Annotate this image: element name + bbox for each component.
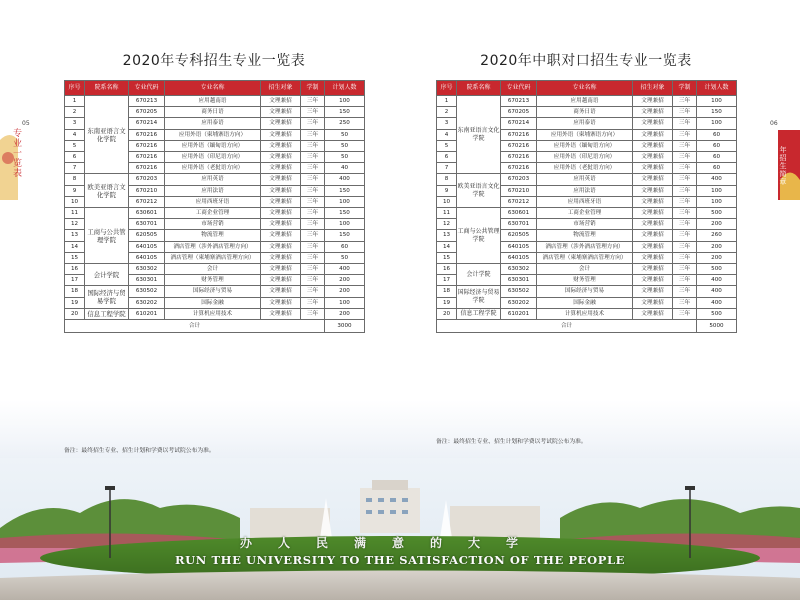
planned-count: 260 xyxy=(697,230,737,241)
row-number: 19 xyxy=(65,297,85,308)
study-length: 三年 xyxy=(301,129,325,140)
planned-count: 500 xyxy=(697,308,737,319)
planned-count: 400 xyxy=(697,297,737,308)
table-row xyxy=(437,264,737,275)
enrollment-target: 文理兼招 xyxy=(633,219,673,230)
row-number: 4 xyxy=(437,129,457,140)
enrollment-target: 文理兼招 xyxy=(633,129,673,140)
planned-count: 60 xyxy=(325,241,365,252)
planned-count: 150 xyxy=(325,230,365,241)
study-length: 三年 xyxy=(301,152,325,163)
row-number: 6 xyxy=(437,152,457,163)
major-name: 应用外语（印尼语方向） xyxy=(537,152,633,163)
row-number: 12 xyxy=(437,219,457,230)
planned-count: 500 xyxy=(697,264,737,275)
table-header-cell: 招生对象 xyxy=(261,81,301,96)
major-code: 670210 xyxy=(501,185,537,196)
row-number: 13 xyxy=(65,230,85,241)
major-code: 670212 xyxy=(129,196,165,207)
major-code: 630202 xyxy=(129,297,165,308)
planned-count: 100 xyxy=(325,297,365,308)
total-label: 合计 xyxy=(65,320,325,333)
study-length: 三年 xyxy=(673,252,697,263)
major-name: 酒店管理（涉外酒店管理方向） xyxy=(165,241,261,252)
left-note: 备注：最终招生专业、招生计划和学费以考试院公布为准。 xyxy=(64,448,215,454)
enrollment-target: 文理兼招 xyxy=(633,196,673,207)
enrollment-target: 文理兼招 xyxy=(633,185,673,196)
row-number: 6 xyxy=(65,152,85,163)
row-number: 14 xyxy=(65,241,85,252)
study-length: 三年 xyxy=(301,219,325,230)
table-row xyxy=(65,96,365,107)
enrollment-target: 文理兼招 xyxy=(261,286,301,297)
row-number: 17 xyxy=(437,275,457,286)
study-length: 三年 xyxy=(673,230,697,241)
right-note: 备注：最终招生专业、招生计划和学费以考试院公布为准。 xyxy=(436,439,587,445)
right-page-number: 06 xyxy=(770,120,778,127)
table-row xyxy=(437,208,737,219)
table-header-cell: 学制 xyxy=(673,81,697,96)
total-value: 5000 xyxy=(697,320,737,333)
major-name: 应用英语 xyxy=(537,174,633,185)
enrollment-target: 文理兼招 xyxy=(633,152,673,163)
study-length: 三年 xyxy=(301,163,325,174)
row-number: 16 xyxy=(437,264,457,275)
planned-count: 500 xyxy=(697,208,737,219)
major-code: 630701 xyxy=(501,219,537,230)
table-header-cell: 招生对象 xyxy=(633,81,673,96)
major-code: 670216 xyxy=(501,152,537,163)
enrollment-target: 文理兼招 xyxy=(633,174,673,185)
department-name: 欧美亚语言文化学院 xyxy=(457,174,501,208)
study-length: 三年 xyxy=(673,286,697,297)
total-row xyxy=(437,320,737,333)
table-header-cell: 专业代码 xyxy=(501,81,537,96)
major-name: 工商企业管理 xyxy=(165,208,261,219)
study-length: 三年 xyxy=(673,196,697,207)
table-row xyxy=(65,286,365,297)
major-code: 670212 xyxy=(501,196,537,207)
planned-count: 400 xyxy=(697,275,737,286)
major-name: 应用外语（印尼语方向） xyxy=(165,152,261,163)
planned-count: 50 xyxy=(325,140,365,151)
major-name: 财务管理 xyxy=(537,275,633,286)
department-name: 国际经济与贸易学院 xyxy=(457,286,501,308)
row-number: 2 xyxy=(65,107,85,118)
study-length: 三年 xyxy=(301,286,325,297)
enrollment-target: 文理兼招 xyxy=(633,163,673,174)
major-name: 市场营销 xyxy=(165,219,261,230)
major-code: 640105 xyxy=(129,252,165,263)
enrollment-target: 文理兼招 xyxy=(261,174,301,185)
planned-count: 60 xyxy=(697,163,737,174)
table-row xyxy=(65,174,365,185)
table-header-cell: 序号 xyxy=(65,81,85,96)
enrollment-target: 文理兼招 xyxy=(261,264,301,275)
study-length: 三年 xyxy=(301,96,325,107)
enrollment-target: 文理兼招 xyxy=(261,118,301,129)
major-name: 国际金融 xyxy=(537,297,633,308)
right-page-title: 2020年中职对口招生专业一览表 xyxy=(480,53,692,69)
study-length: 三年 xyxy=(301,241,325,252)
department-name: 信息工程学院 xyxy=(85,308,129,319)
planned-count: 200 xyxy=(325,286,365,297)
major-code: 610201 xyxy=(129,308,165,319)
major-name: 会计 xyxy=(165,264,261,275)
table-row xyxy=(65,264,365,275)
planned-count: 150 xyxy=(325,107,365,118)
row-number: 8 xyxy=(437,174,457,185)
major-name: 应用泰语 xyxy=(537,118,633,129)
table-header-cell: 序号 xyxy=(437,81,457,96)
row-number: 18 xyxy=(437,286,457,297)
enrollment-target: 文理兼招 xyxy=(633,241,673,252)
planned-count: 200 xyxy=(697,252,737,263)
row-number: 14 xyxy=(437,241,457,252)
study-length: 三年 xyxy=(301,174,325,185)
row-number: 7 xyxy=(65,163,85,174)
study-length: 三年 xyxy=(673,264,697,275)
major-code: 630302 xyxy=(129,264,165,275)
enrollment-target: 文理兼招 xyxy=(633,107,673,118)
major-name: 酒店管理（柬埔寨酒店管理方向） xyxy=(537,252,633,263)
table-header-cell: 院系名称 xyxy=(457,81,501,96)
enrollment-target: 文理兼招 xyxy=(261,107,301,118)
table-header-cell: 专业名称 xyxy=(537,81,633,96)
study-length: 三年 xyxy=(673,96,697,107)
enrollment-target: 文理兼招 xyxy=(261,152,301,163)
major-name: 应用外语（老挝语方向） xyxy=(537,163,633,174)
study-length: 三年 xyxy=(301,230,325,241)
enrollment-target: 文理兼招 xyxy=(261,308,301,319)
major-name: 应用英语 xyxy=(165,174,261,185)
major-name: 国际经济与贸易 xyxy=(537,286,633,297)
row-number: 1 xyxy=(437,96,457,107)
major-name: 商务日语 xyxy=(537,107,633,118)
major-code: 670216 xyxy=(129,129,165,140)
enrollment-target: 文理兼招 xyxy=(633,208,673,219)
major-name: 会计 xyxy=(537,264,633,275)
major-name: 应用外语（柬埔寨语方向） xyxy=(165,129,261,140)
planned-count: 200 xyxy=(697,219,737,230)
enrollment-target: 文理兼招 xyxy=(633,140,673,151)
planned-count: 250 xyxy=(325,118,365,129)
left-major-table xyxy=(64,80,365,333)
study-length: 三年 xyxy=(301,264,325,275)
department-name: 工商与公共管理学院 xyxy=(457,208,501,264)
enrollment-target: 文理兼招 xyxy=(261,230,301,241)
row-number: 5 xyxy=(437,140,457,151)
row-number: 4 xyxy=(65,129,85,140)
major-code: 640105 xyxy=(501,241,537,252)
major-code: 670203 xyxy=(129,174,165,185)
enrollment-target: 文理兼招 xyxy=(633,118,673,129)
row-number: 9 xyxy=(65,185,85,196)
row-number: 11 xyxy=(437,208,457,219)
total-row xyxy=(65,320,365,333)
major-code: 630701 xyxy=(129,219,165,230)
slogan-chinese: 办人民满意的大学 xyxy=(240,536,545,550)
major-code: 670216 xyxy=(129,152,165,163)
row-number: 16 xyxy=(65,264,85,275)
department-name: 国际经济与贸易学院 xyxy=(85,286,129,308)
department-name: 会计学院 xyxy=(457,264,501,286)
enrollment-target: 文理兼招 xyxy=(261,297,301,308)
planned-count: 150 xyxy=(325,185,365,196)
major-code: 670216 xyxy=(501,140,537,151)
planned-count: 100 xyxy=(697,118,737,129)
enrollment-target: 文理兼招 xyxy=(633,308,673,319)
major-code: 670214 xyxy=(129,118,165,129)
study-length: 三年 xyxy=(673,308,697,319)
study-length: 三年 xyxy=(673,107,697,118)
major-name: 物流管理 xyxy=(165,230,261,241)
major-code: 620505 xyxy=(501,230,537,241)
study-length: 三年 xyxy=(301,252,325,263)
major-code: 620505 xyxy=(129,230,165,241)
planned-count: 100 xyxy=(697,196,737,207)
row-number: 3 xyxy=(65,118,85,129)
table-header-cell: 专业名称 xyxy=(165,81,261,96)
planned-count: 100 xyxy=(325,219,365,230)
study-length: 三年 xyxy=(673,185,697,196)
study-length: 三年 xyxy=(301,107,325,118)
study-length: 三年 xyxy=(301,297,325,308)
department-name: 东南亚语言文化学院 xyxy=(457,96,501,174)
total-value: 3000 xyxy=(325,320,365,333)
study-length: 三年 xyxy=(673,297,697,308)
study-length: 三年 xyxy=(673,118,697,129)
row-number: 12 xyxy=(65,219,85,230)
row-number: 15 xyxy=(437,252,457,263)
planned-count: 40 xyxy=(325,163,365,174)
major-code: 630301 xyxy=(129,275,165,286)
enrollment-target: 文理兼招 xyxy=(261,219,301,230)
planned-count: 400 xyxy=(697,174,737,185)
major-name: 应用外语（缅甸语方向） xyxy=(165,140,261,151)
row-number: 2 xyxy=(437,107,457,118)
planned-count: 50 xyxy=(325,252,365,263)
major-code: 630202 xyxy=(501,297,537,308)
row-number: 20 xyxy=(437,308,457,319)
enrollment-target: 文理兼招 xyxy=(261,241,301,252)
study-length: 三年 xyxy=(673,241,697,252)
planned-count: 400 xyxy=(697,286,737,297)
row-number: 20 xyxy=(65,308,85,319)
enrollment-target: 文理兼招 xyxy=(633,275,673,286)
planned-count: 100 xyxy=(697,185,737,196)
study-length: 三年 xyxy=(673,208,697,219)
planned-count: 60 xyxy=(697,140,737,151)
major-name: 应用西班牙语 xyxy=(537,196,633,207)
major-code: 630601 xyxy=(129,208,165,219)
left-page-number: 05 xyxy=(22,120,30,127)
major-name: 商务日语 xyxy=(165,107,261,118)
campus-photo-banner xyxy=(0,458,800,600)
planned-count: 100 xyxy=(325,96,365,107)
study-length: 三年 xyxy=(301,208,325,219)
enrollment-target: 文理兼招 xyxy=(261,96,301,107)
major-code: 630502 xyxy=(501,286,537,297)
row-number: 19 xyxy=(437,297,457,308)
major-name: 应用西班牙语 xyxy=(165,196,261,207)
planned-count: 60 xyxy=(697,129,737,140)
study-length: 三年 xyxy=(673,129,697,140)
planned-count: 200 xyxy=(325,308,365,319)
study-length: 三年 xyxy=(673,163,697,174)
major-name: 应用外语（缅甸语方向） xyxy=(537,140,633,151)
major-code: 630502 xyxy=(129,286,165,297)
major-code: 670210 xyxy=(129,185,165,196)
major-name: 工商企业管理 xyxy=(537,208,633,219)
table-header-cell: 计划人数 xyxy=(325,81,365,96)
major-code: 670216 xyxy=(501,163,537,174)
enrollment-target: 文理兼招 xyxy=(261,275,301,286)
right-major-table xyxy=(436,80,737,333)
table-header-cell: 计划人数 xyxy=(697,81,737,96)
major-code: 670213 xyxy=(129,96,165,107)
major-code: 640105 xyxy=(129,241,165,252)
table-row xyxy=(65,208,365,219)
left-page-title: 2020年专科招生专业一览表 xyxy=(122,53,306,69)
major-code: 630301 xyxy=(501,275,537,286)
study-length: 三年 xyxy=(301,140,325,151)
planned-count: 400 xyxy=(325,264,365,275)
table-header-cell: 专业代码 xyxy=(129,81,165,96)
study-length: 三年 xyxy=(301,275,325,286)
row-number: 10 xyxy=(65,196,85,207)
major-name: 物流管理 xyxy=(537,230,633,241)
right-side-label: 年招生简章 xyxy=(779,146,787,186)
study-length: 三年 xyxy=(673,174,697,185)
table-row xyxy=(437,308,737,319)
row-number: 9 xyxy=(437,185,457,196)
study-length: 三年 xyxy=(301,118,325,129)
row-number: 11 xyxy=(65,208,85,219)
row-number: 10 xyxy=(437,196,457,207)
major-code: 630601 xyxy=(501,208,537,219)
planned-count: 150 xyxy=(697,107,737,118)
department-name: 东南亚语言文化学院 xyxy=(85,96,129,174)
major-name: 酒店管理（涉外酒店管理方向） xyxy=(537,241,633,252)
row-number: 3 xyxy=(437,118,457,129)
table-row xyxy=(437,96,737,107)
major-name: 应用法语 xyxy=(537,185,633,196)
enrollment-target: 文理兼招 xyxy=(261,185,301,196)
major-name: 应用越南语 xyxy=(537,96,633,107)
major-code: 610201 xyxy=(501,308,537,319)
major-name: 酒店管理（柬埔寨酒店管理方向） xyxy=(165,252,261,263)
enrollment-target: 文理兼招 xyxy=(633,230,673,241)
slogan-english: RUN THE UNIVERSITY TO THE SATISFACTION OF THE PEOPLE xyxy=(174,553,626,567)
planned-count: 50 xyxy=(325,152,365,163)
major-name: 市场营销 xyxy=(537,219,633,230)
major-name: 应用外语（老挝语方向） xyxy=(165,163,261,174)
study-length: 三年 xyxy=(673,219,697,230)
total-label: 合计 xyxy=(437,320,697,333)
row-number: 5 xyxy=(65,140,85,151)
row-number: 17 xyxy=(65,275,85,286)
major-code: 670203 xyxy=(501,174,537,185)
table-header-cell: 院系名称 xyxy=(85,81,129,96)
major-code: 670216 xyxy=(501,129,537,140)
table-header-cell: 学制 xyxy=(301,81,325,96)
study-length: 三年 xyxy=(673,152,697,163)
enrollment-target: 文理兼招 xyxy=(261,208,301,219)
enrollment-target: 文理兼招 xyxy=(261,163,301,174)
department-name: 会计学院 xyxy=(85,264,129,286)
row-number: 7 xyxy=(437,163,457,174)
planned-count: 100 xyxy=(697,96,737,107)
study-length: 三年 xyxy=(673,275,697,286)
major-name: 财务管理 xyxy=(165,275,261,286)
table-row xyxy=(437,174,737,185)
table-row xyxy=(437,286,737,297)
major-name: 计算机应用技术 xyxy=(165,308,261,319)
enrollment-target: 文理兼招 xyxy=(633,252,673,263)
study-length: 三年 xyxy=(301,185,325,196)
planned-count: 200 xyxy=(325,275,365,286)
major-name: 计算机应用技术 xyxy=(537,308,633,319)
study-length: 三年 xyxy=(301,308,325,319)
enrollment-target: 文理兼招 xyxy=(261,140,301,151)
major-name: 应用法语 xyxy=(165,185,261,196)
major-code: 670214 xyxy=(501,118,537,129)
row-number: 15 xyxy=(65,252,85,263)
enrollment-target: 文理兼招 xyxy=(261,196,301,207)
enrollment-target: 文理兼招 xyxy=(261,252,301,263)
study-length: 三年 xyxy=(673,140,697,151)
enrollment-target: 文理兼招 xyxy=(633,297,673,308)
major-code: 670205 xyxy=(129,107,165,118)
enrollment-target: 文理兼招 xyxy=(261,129,301,140)
planned-count: 150 xyxy=(325,208,365,219)
major-name: 应用越南语 xyxy=(165,96,261,107)
enrollment-target: 文理兼招 xyxy=(633,264,673,275)
major-name: 国际金融 xyxy=(165,297,261,308)
table-row xyxy=(65,308,365,319)
enrollment-target: 文理兼招 xyxy=(633,96,673,107)
department-name: 欧美亚语言文化学院 xyxy=(85,174,129,208)
planned-count: 50 xyxy=(325,129,365,140)
study-length: 三年 xyxy=(301,196,325,207)
planned-count: 200 xyxy=(697,241,737,252)
planned-count: 60 xyxy=(697,152,737,163)
major-code: 670205 xyxy=(501,107,537,118)
department-name: 信息工程学院 xyxy=(457,308,501,319)
major-name: 国际经济与贸易 xyxy=(165,286,261,297)
left-side-label: 专业一览表 xyxy=(11,128,21,178)
major-code: 630302 xyxy=(501,264,537,275)
major-code: 670216 xyxy=(129,140,165,151)
enrollment-target: 文理兼招 xyxy=(633,286,673,297)
major-name: 应用外语（柬埔寨语方向） xyxy=(537,129,633,140)
major-code: 640105 xyxy=(501,252,537,263)
planned-count: 100 xyxy=(325,196,365,207)
major-name: 应用泰语 xyxy=(165,118,261,129)
department-name: 工商与公共管理学院 xyxy=(85,208,129,264)
row-number: 1 xyxy=(65,96,85,107)
row-number: 8 xyxy=(65,174,85,185)
major-code: 670216 xyxy=(129,163,165,174)
major-code: 670213 xyxy=(501,96,537,107)
row-number: 13 xyxy=(437,230,457,241)
row-number: 18 xyxy=(65,286,85,297)
planned-count: 400 xyxy=(325,174,365,185)
